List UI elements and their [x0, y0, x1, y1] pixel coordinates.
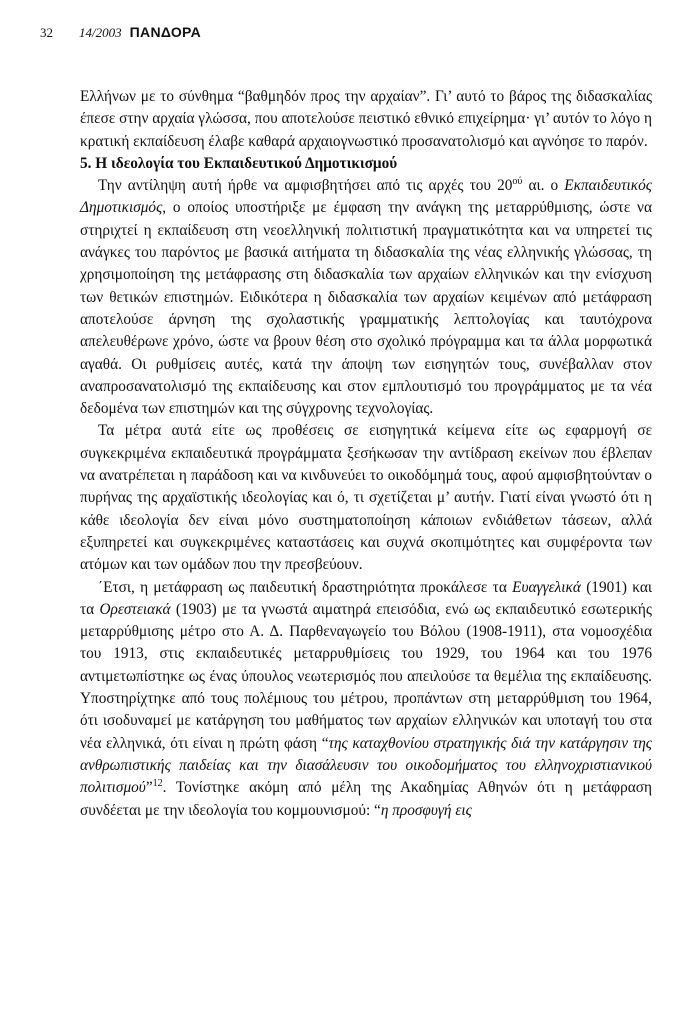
paragraph-2: Την αντίληψη αυτή ήρθε να αμφισβητήσει από τις αρχές του $20^{oύ}$ αι. ο Εκπαιδευτικός Δημοτικισμός, ο οποίος υποστήριξε με έμφαση την ανάγκη της μεταρρύθμισης, ώστε να στηριχτεί η εκπαίδευση στη νεοελληνική πολιτιστική πραγματικότητα και να υπηρετεί τις ανάγκες του παρόντος με βασικά αιτήματα τη διδασκαλία της νέας ελληνικής γλώσσας, τη χρησιμοποίηση της μετάφρασης στη διδασκαλία των αρχαίων ελληνικών και την ενίσχυση των θετικών επιστημών. Ειδικότερα η διδασκαλία των αρχαίων κειμένων από μετάφραση αποτελούσε άρνηση της σχολαστικής γραμματικής λεπτολογίας και ταυτόχρονα απελευθέρωνε χρόνο, ώστε να βρουν θέση στο σχολικό πρόγραμμα και τα άλλα μορφωτικά αγαθά. Οι ρυθμίσεις αυτές, κατά την άποψη των εισηγητών τους, συνέβαλλαν στον αναπροσανατολισμό της εκπαίδευσης και στον εμπλουτισμό του προγράμματος με τα νέα δεδομένα των επιστημών και της σύγχρονης τεχνολογίας. — [80, 176, 652, 418]
body-text — [80, 86, 652, 822]
section-heading: 5. Η ιδεολογία του Εκπαιδευτικού Δημοτικισμού — [80, 154, 398, 172]
emphasis-term: Εκπαιδευτικός Δημοτικισμός — [80, 177, 652, 217]
footnote-ref: 12 — [152, 778, 163, 790]
issue-number: 14/2003 — [79, 25, 122, 40]
magazine-logo: ΠΑΝΔΟΡΑ — [129, 24, 202, 40]
quotation: της καταχθονίου στρατηγικής διά την κατάργησιν της ανθρωπιστικής παιδείας και την διασάλευσιν του οικοδομήματος του ελληνοχριστιανικού πολιτισμού — [80, 734, 652, 797]
paragraph-1: Ελλήνων με το σύνθημα “βαθμηδόν προς την αρχαίαν”. Γι’ αυτό το βάρος της διδασκαλίας έπεσε στην αρχαία γλώσσα, που αποτελούσε πειστικό εθνικό επιχείρημα· γι’ αυτόν το λόγο η κρατική εκπαίδευση έλαβε καθαρά αρχαιογνωστικό προσανατολισμό και αγνόησε το παρόν. — [80, 88, 652, 150]
running-header — [40, 24, 201, 41]
paragraph-4: ΄Ετσι, η μετάφραση ως παιδευτική δραστηριότητα προκάλεσε τα Ευαγγελικά (1901) και τα Ορεστειακά (1903) με τα γνωστά αιματηρά επεισόδια, ενώ ως εκπαιδευτικό εσωτερικής μεταρρύθμισης μέτρο στο Α. Δ. Παρθεναγωγείο του Βόλου (1908-1911), στα νομοσχέδια του 1913, στις εκπαιδευτικές μεταρρυθμίσεις του 1929, του 1964 και του 1976 αντιμετωπίστηκε ως ένας ύπουλος νεωτερισμός που απειλούσε τα θεμέλια της εκπαίδευσης. Υποστηρίχτηκε από τους πολέμιους του μέτρου, προπάντων στη μεταρρύθμιση του 1964, ότι ισοδυναμεί με κατάργηση του μαθήματος των αρχαίων ελληνικών και υποταγή του στα νέα ελληνικά, ότι είναι η πρώτη φάση “της καταχθονίου στρατηγικής διά την κατάργησιν της ανθρωπιστικής παιδείας και την διασάλευσιν του οικοδομήματος του ελληνοχριστιανικού πολιτισμού”$^{12}$. Τονίστηκε ακόμη από μέλη της Ακαδημίας Αθηνών ότι η μετάφραση συνδέεται με την ιδεολογία του κομμουνισμού: “η προσφυγή εις — [80, 578, 652, 819]
paragraph-3: Τα μέτρα αυτά είτε ως προθέσεις σε εισηγητικά κείμενα είτε ως εφαρμογή σε συγκεκριμένα εκπαιδευτικά προγράμματα ξεσήκωσαν την αντίδραση εκείνων που έβλεπαν να ανατρέπεται η παράδοση και να κινδυνεύει το οικοδόμημά τους, αφού αμφισβητούνταν ο πυρήνας της αρχαϊστικής ιδεολογίας και ό, τι σχετίζεται μ’ αυτήν. Γιατί είναι γνωστό ότι η κάθε ιδεολογία δεν είναι μόνο συστηματοποίηση κάποιων ενδιάθετων τάσεων, αλλά εξυπηρετεί και συγκεκριμένες καταστάσεις και συχνά σκοπιμότητες και συμφέροντα των ατόμων και των ομάδων που την πρεσβεύουν. — [80, 422, 652, 574]
page-number: 32 — [40, 25, 53, 40]
